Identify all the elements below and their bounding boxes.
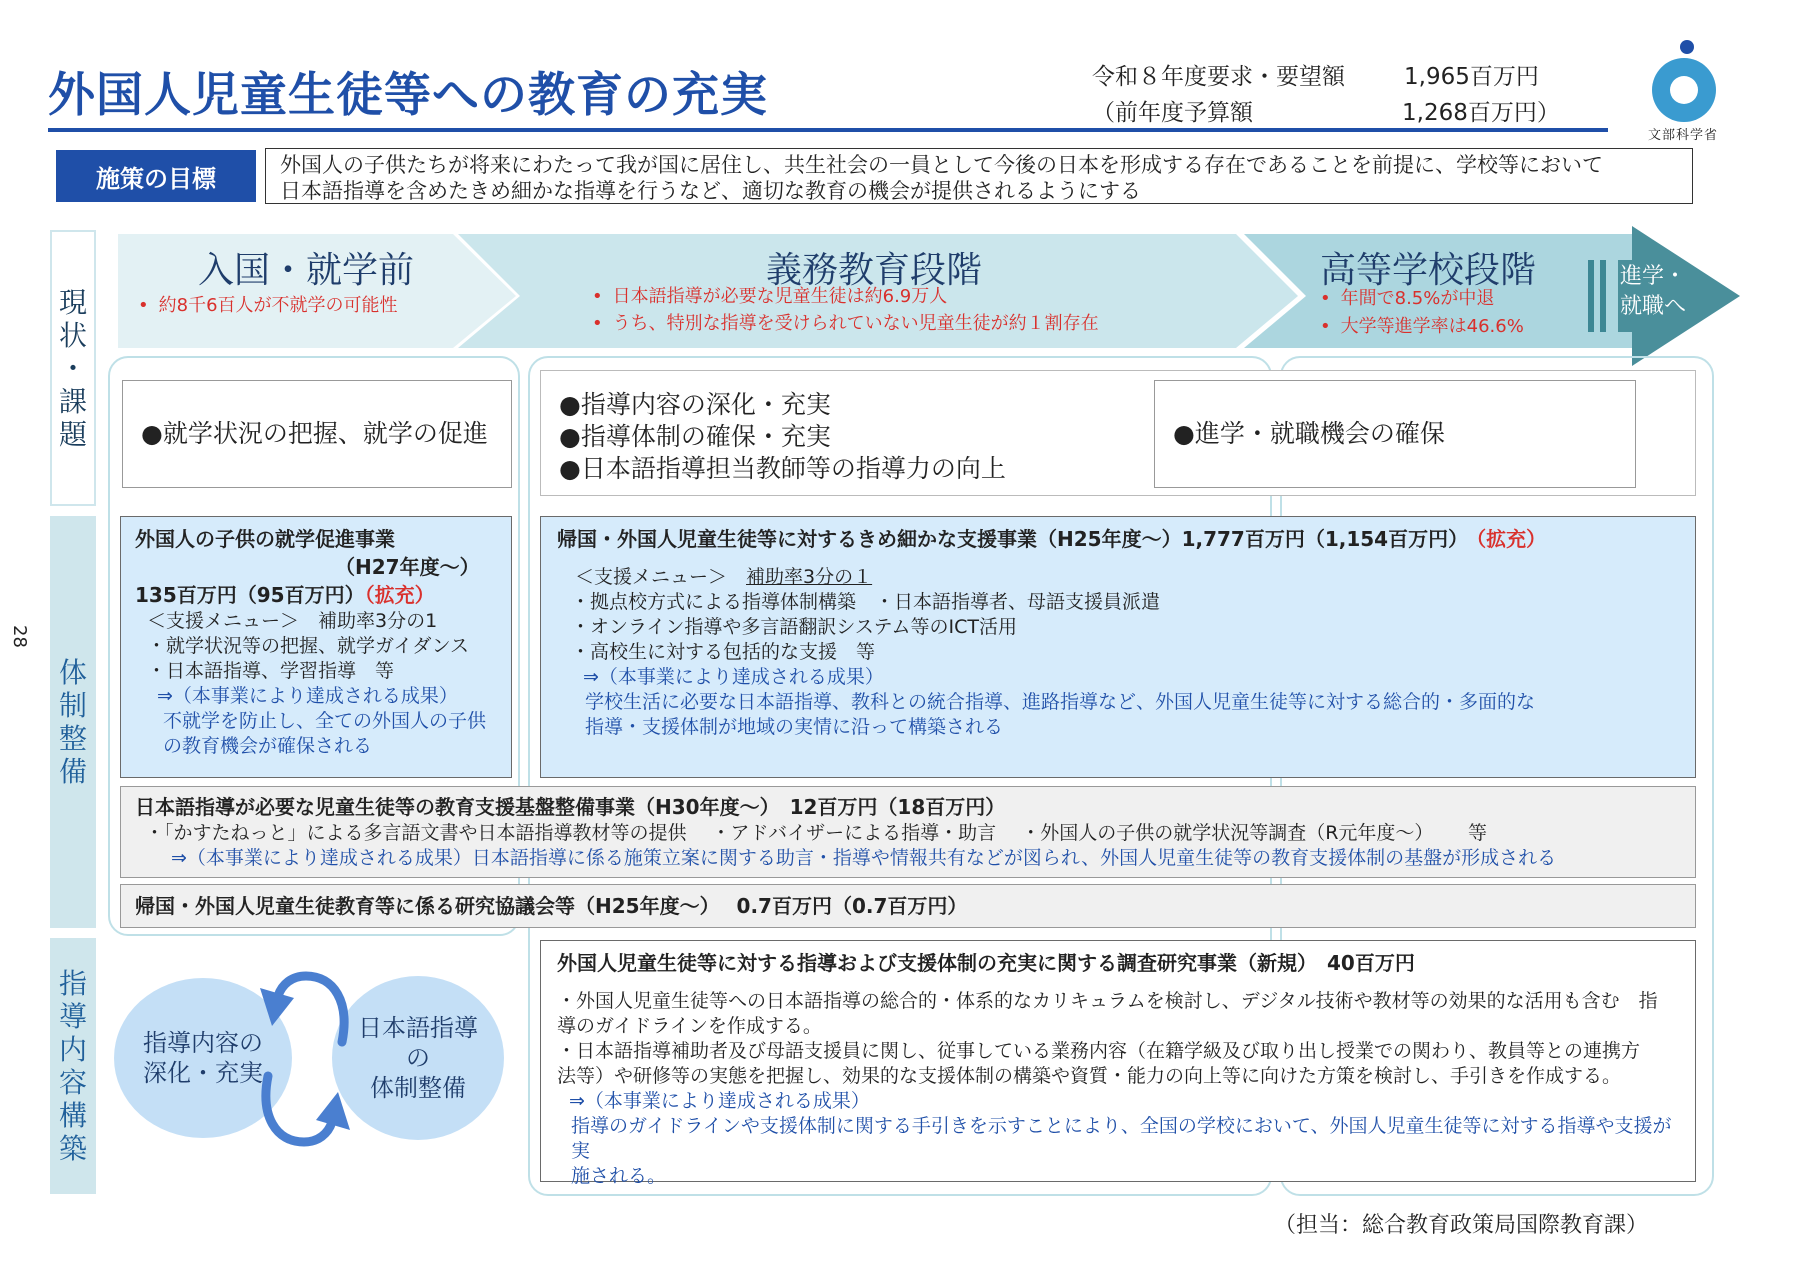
stage-bullet: • うち、特別な指導を受けられていない児童生徒が約１割存在 bbox=[592, 313, 1099, 334]
budget-label: 令和８年度要求・要望額 bbox=[1092, 64, 1345, 90]
project-amount: 135百万円（95百万円）（拡充） bbox=[135, 583, 435, 607]
project-result-label: ⇒（本事業により達成される成果） bbox=[583, 666, 884, 688]
project-period: （H27年度～） bbox=[335, 555, 480, 579]
project-result-line: 指導のガイドラインや支援体制に関する手引きを示すことにより、全国の学校において、外国人児童生徒等に対する指導や支援が実 bbox=[571, 1115, 1672, 1162]
issue-item: ●指導内容の深化・充実 bbox=[559, 390, 831, 419]
project-research-council bbox=[120, 884, 1696, 928]
cycle-arrows-icon bbox=[250, 964, 360, 1154]
objective-label: 施策の目標 bbox=[56, 150, 256, 202]
stage-bullet: • 約8千6百人が不就学の可能性 bbox=[138, 295, 398, 316]
objective-text bbox=[265, 148, 1693, 204]
project-title: 外国人の子供の就学促進事業 bbox=[135, 527, 395, 551]
stage-title-compulsory: 義務教育段階 bbox=[766, 250, 983, 291]
prev-budget-value: 1,268百万円） bbox=[1402, 100, 1560, 126]
project-item: ・拠点校方式による指導体制構築 ・日本語指導者、母語支援員派遣 bbox=[571, 591, 1161, 613]
ministry-logo-icon bbox=[1652, 58, 1716, 122]
row-label-content: 指 導 内 容 構 築 bbox=[50, 938, 96, 1194]
project-item: ・就学状況等の把握、就学ガイダンス bbox=[147, 635, 470, 657]
budget-value: 1,965百万円 bbox=[1404, 64, 1539, 90]
issue-high: ●進学・就職機会の確保 bbox=[1154, 380, 1636, 488]
project-item: ・高校生に対する包括的な支援 等 bbox=[571, 641, 876, 663]
stage-title-pre: 入国・就学前 bbox=[198, 250, 415, 291]
project-line: ・日本語指導補助者及び母語支援員に関し、従事している業務内容（在籍学級及び取り出し授業での関わり、教員等との連携方 bbox=[557, 1040, 1641, 1062]
objective-line: 外国人の子供たちが将来にわたって我が国に居住し、共生社会の一員として今後の日本を形成する存在であることを前提に、学校等において bbox=[280, 153, 1603, 177]
project-result-line: の教育機会が確保される bbox=[163, 735, 373, 757]
project-line: 法等）や研修等の実態を把握し、効果的な支援体制の構築や資質・能力の向上等に向けた方策を検討し、手引きを作成する。 bbox=[557, 1065, 1622, 1087]
issue-item: ●日本語指導担当教師等の指導力の向上 bbox=[559, 454, 1006, 483]
row-label-current: 現 状 ・ 課 題 bbox=[50, 230, 96, 506]
project-result: ⇒（本事業により達成される成果）日本語指導に係る施策立案に関する助言・指導や情報共有などが図られ、外国人児童生徒等の教育支援体制の基盤が形成される bbox=[171, 847, 1557, 869]
project-result-line: 不就学を防止し、全ての外国人の子供 bbox=[163, 710, 487, 732]
cycle-circle-content: 指導内容の 深化・充実 bbox=[114, 978, 292, 1138]
project-title: 帰国・外国人児童生徒等に対するきめ細かな支援事業（H25年度～）1,777百万円（1,154百万円） （拡充） bbox=[557, 527, 1547, 551]
objective-line: 日本語指導を含めたきめ細かな指導を行うなど、適切な教育の機会が提供されるようにする bbox=[280, 179, 1141, 203]
project-research-new bbox=[540, 940, 1696, 1187]
project-title: 日本語指導が必要な児童生徒等の教育支援基盤整備事業（H30年度～） 12百万円（18百万円） bbox=[135, 795, 1006, 819]
issue-item: ●指導体制の確保・充実 bbox=[559, 422, 831, 451]
project-items: ・「かすたねっと」による多言語文書や日本語指導教材等の提供 ・アドバイザーによる指導・助言 ・外国人の子供の就学状況等調査（R元年度～） 等 bbox=[145, 822, 1487, 844]
ministry-logo-dot bbox=[1680, 40, 1694, 54]
stage-title-high: 高等学校段階 bbox=[1320, 250, 1537, 291]
project-title: 帰国・外国人児童生徒教育等に係る研究協議会等（H25年度～） 0.7百万円（0.7百万円） bbox=[135, 894, 968, 918]
project-detailed-support bbox=[540, 516, 1696, 778]
project-item: ・オンライン指導や多言語翻訳システム等のICT活用 bbox=[571, 616, 1018, 638]
prev-budget-label: （前年度予算額 bbox=[1092, 100, 1253, 126]
project-menu: ＜支援メニュー＞ 補助率3分の１ bbox=[575, 566, 873, 588]
project-title: 外国人児童生徒等に対する指導および支援体制の充実に関する調査研究事業（新規） 40百万円 bbox=[557, 951, 1415, 975]
stage-bullet: • 年間で8.5%が中退 bbox=[1320, 288, 1495, 309]
project-school-enrollment bbox=[120, 516, 512, 778]
project-item: ・日本語指導、学習指導 等 bbox=[147, 660, 395, 682]
arrow-end-label: 進学・ 就職へ bbox=[1620, 264, 1687, 319]
title-underline bbox=[48, 128, 1608, 132]
footer-contact: （担当：総合教育政策局国際教育課） bbox=[1274, 1213, 1649, 1238]
project-result-line: 学校生活に必要な日本語指導、教科との統合指導、進路指導など、外国人児童生徒等に対する総合的・多面的な bbox=[585, 691, 1536, 713]
ministry-name: 文部科学省 bbox=[1648, 128, 1719, 143]
page-number: 28 bbox=[8, 625, 30, 648]
project-result-label: ⇒（本事業により達成される成果） bbox=[569, 1090, 870, 1112]
project-support-infrastructure bbox=[120, 786, 1696, 878]
row-label-system: 体 制 整 備 bbox=[50, 516, 96, 928]
project-result-line: 指導・支援体制が地域の実情に沿って構築される bbox=[585, 716, 1004, 738]
stage-bullet: • 日本語指導が必要な児童生徒は約6.9万人 bbox=[592, 286, 948, 307]
project-result-label: ⇒（本事業により達成される成果） bbox=[157, 685, 458, 707]
issue-pre: ●就学状況の把握、就学の促進 bbox=[122, 380, 512, 488]
project-result-line: 施される。 bbox=[571, 1165, 667, 1187]
project-line: ・外国人児童生徒等への日本語指導の総合的・体系的なカリキュラムを検討し、デジタル技術や教材等の効果的な活用も含む 指 bbox=[557, 990, 1658, 1012]
page-title: 外国人児童生徒等への教育の充実 bbox=[48, 68, 768, 123]
project-line: 導のガイドラインを作成する。 bbox=[557, 1015, 822, 1037]
project-menu: ＜支援メニュー＞ 補助率3分の1 bbox=[147, 610, 438, 632]
cycle-circle-system: 日本語指導 の 体制整備 bbox=[332, 976, 504, 1140]
stage-bullet: • 大学等進学率は46.6% bbox=[1320, 316, 1524, 337]
